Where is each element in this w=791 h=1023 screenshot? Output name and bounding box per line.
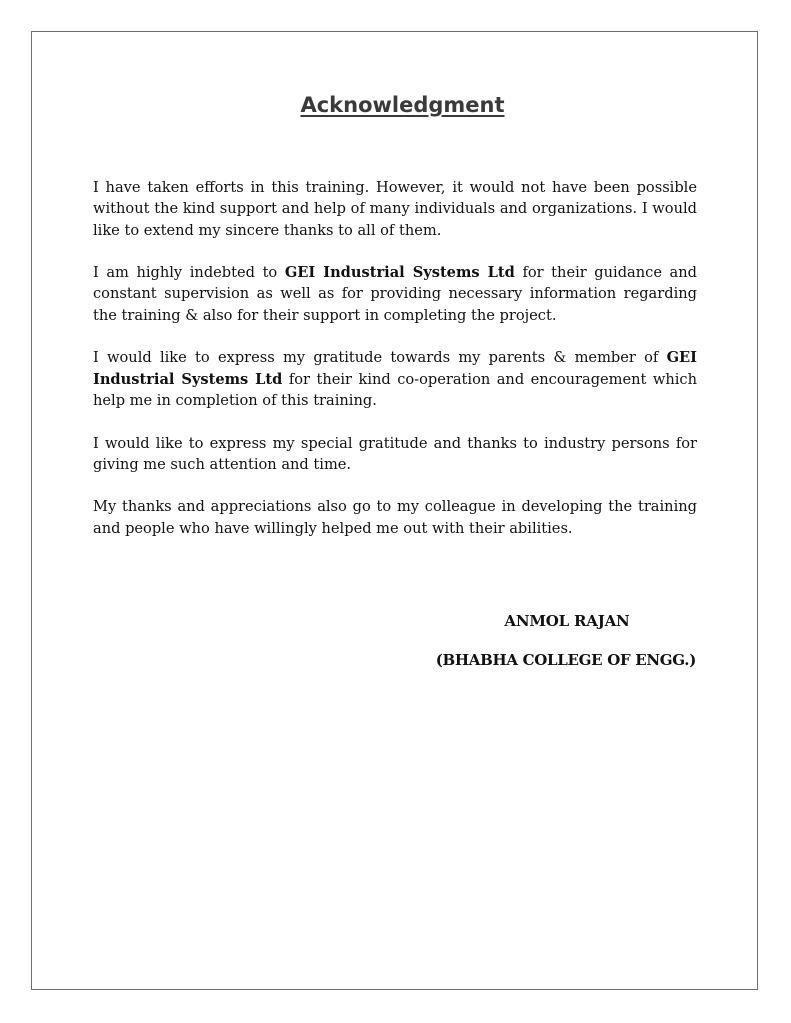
paragraph-2 bbox=[93, 262, 697, 326]
paragraph-1: I have taken efforts in this training. However, it would not have been possible without the kind support and help of many individuals and organizations. I would like to extend my sincere thanks to all of them. bbox=[93, 179, 697, 239]
paragraph-3 bbox=[93, 347, 697, 411]
paragraph-2-text-start: I am highly indebted to bbox=[93, 264, 285, 282]
page-title: Acknowledgment bbox=[300, 93, 505, 117]
signature-college: (BHABHA COLLEGE OF ENGG.) bbox=[435, 651, 696, 669]
paragraph-4: I would like to express my special gratitude and thanks to industry persons for giving me such attention and time. bbox=[93, 434, 697, 473]
company-name: GEI Industrial Systems Ltd bbox=[284, 264, 515, 282]
signature-name: ANMOL RAJAN bbox=[504, 612, 630, 630]
paragraph-5: My thanks and appreciations also go to my colleague in developing the training and people who have willingly helped me out with their abilities. bbox=[93, 498, 697, 537]
company-name: GEI Industrial Systems Ltd bbox=[93, 349, 697, 388]
acknowledgment-body bbox=[93, 177, 697, 560]
paragraph-3-text-end: for their kind co-operation and encouragement which help me in completion of this training. bbox=[93, 370, 698, 409]
paragraph-2-text-end: for their guidance and constant supervision as well as for providing necessary information regarding the training & also for their support in completing the project. bbox=[93, 264, 697, 324]
paragraph-3-text-start: I would like to express my gratitude towards my parents & member of bbox=[93, 349, 667, 367]
